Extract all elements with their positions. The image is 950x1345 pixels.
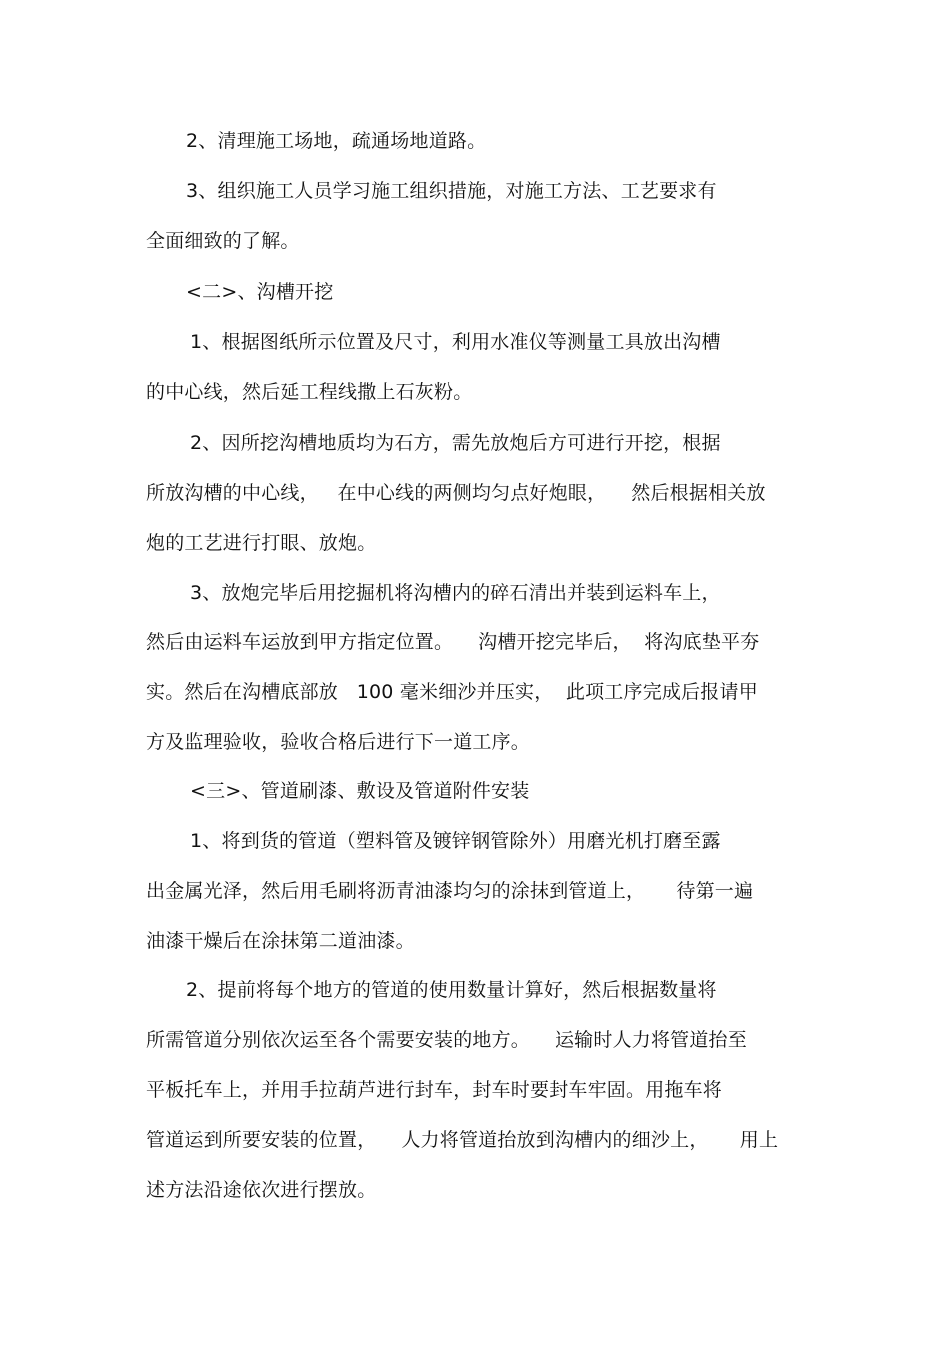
paragraph-line: 的中心线，然后延工程线撒上石灰粉。 bbox=[146, 381, 473, 403]
paragraph-line: 炮的工艺进行打眼、放炮。 bbox=[146, 532, 377, 554]
paragraph-line: 3、放炮完毕后用挖掘机将沟槽内的碎石清出并装到运料车上， bbox=[190, 582, 721, 604]
paragraph-line: 出金属光泽，然后用毛刷将沥青油漆均匀的涂抹到管道上， 待第一遍 bbox=[146, 880, 754, 902]
paragraph-line: 3、组织施工人员学习施工组织措施，对施工方法、工艺要求有 bbox=[186, 180, 717, 202]
paragraph-line: 实。然后在沟槽底部放 100 毫米细沙并压实， 此项工序完成后报请甲 bbox=[146, 681, 758, 703]
paragraph-line: 平板托车上，并用手拉葫芦进行封车，封车时要封车牢固。用拖车将 bbox=[146, 1079, 723, 1101]
paragraph-line: 然后由运料车运放到甲方指定位置。 沟槽开挖完毕后， 将沟底垫平夯 bbox=[146, 631, 760, 653]
paragraph-line: 2、因所挖沟槽地质均为石方，需先放炮后方可进行开挖，根据 bbox=[190, 432, 721, 454]
paragraph-line: 1、将到货的管道（塑料管及镀锌钢管除外）用磨光机打磨至露 bbox=[190, 830, 721, 852]
paragraph-line: 油漆干燥后在涂抹第二道油漆。 bbox=[146, 930, 415, 952]
paragraph-line: 方及监理验收，验收合格后进行下一道工序。 bbox=[146, 731, 531, 753]
paragraph-line: 述方法沿途依次进行摆放。 bbox=[146, 1179, 377, 1201]
paragraph-line: 2、提前将每个地方的管道的使用数量计算好，然后根据数量将 bbox=[186, 979, 717, 1001]
paragraph-line: 所放沟槽的中心线， 在中心线的两侧均匀点好炮眼， 然后根据相关放 bbox=[146, 482, 766, 504]
paragraph-line: 全面细致的了解。 bbox=[146, 230, 300, 252]
paragraph-line: 1、根据图纸所示位置及尺寸，利用水准仪等测量工具放出沟槽 bbox=[190, 331, 721, 353]
section-heading: <二>、沟槽开挖 bbox=[186, 281, 334, 303]
paragraph-line: 2、清理施工场地，疏通场地道路。 bbox=[186, 130, 487, 152]
paragraph-line: 所需管道分别依次运至各个需要安装的地方。 运输时人力将管道抬至 bbox=[146, 1029, 747, 1051]
paragraph-line: 管道运到所要安装的位置， 人力将管道抬放到沟槽内的细沙上， 用上 bbox=[146, 1129, 779, 1151]
section-heading: <三>、管道刷漆、敷设及管道附件安装 bbox=[190, 780, 530, 802]
